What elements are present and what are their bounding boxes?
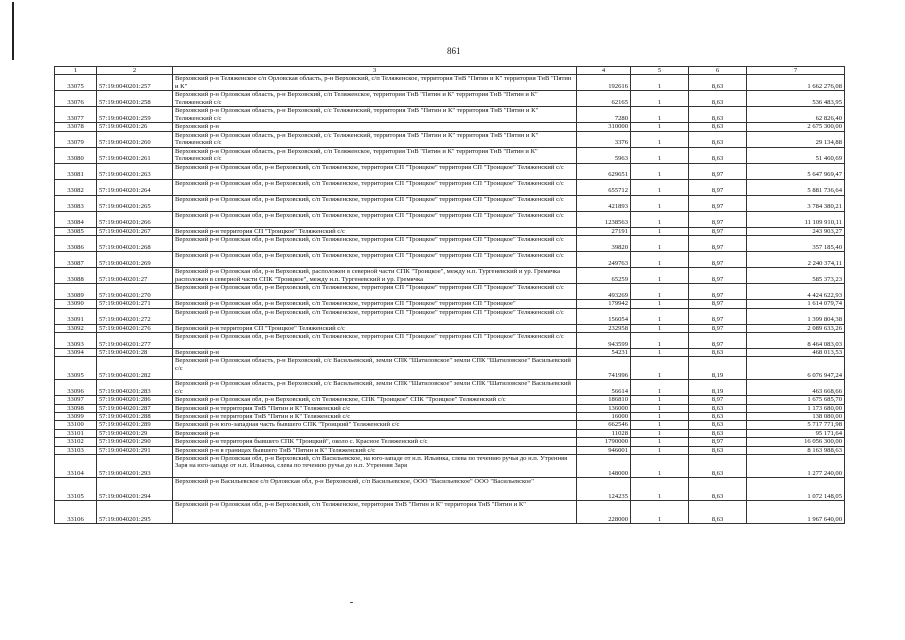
row-number-cell: 33084 bbox=[55, 211, 97, 227]
rate-cell: 8,19 bbox=[689, 380, 747, 396]
area-cell: 7280 bbox=[577, 107, 631, 123]
quantity-cell: 1 bbox=[631, 91, 689, 107]
table-row bbox=[55, 300, 845, 308]
rate-cell: 8,97 bbox=[689, 300, 747, 308]
rate-cell: 8,97 bbox=[689, 195, 747, 211]
row-number-cell: 33083 bbox=[55, 195, 97, 211]
cadastral-value-cell: 2 675 300,00 bbox=[747, 123, 845, 131]
row-number-cell: 33086 bbox=[55, 236, 97, 252]
rate-cell: 8,97 bbox=[689, 179, 747, 195]
area-cell: 655712 bbox=[577, 179, 631, 195]
quantity-cell: 1 bbox=[631, 380, 689, 396]
quantity-cell: 1 bbox=[631, 332, 689, 348]
cadastral-value-cell: 8 464 083,03 bbox=[747, 332, 845, 348]
cadastral-value-cell: 8 163 988,63 bbox=[747, 446, 845, 454]
quantity-cell: 1 bbox=[631, 300, 689, 308]
row-number-cell: 33099 bbox=[55, 413, 97, 421]
cadastral-value-cell: 2 089 633,26 bbox=[747, 324, 845, 332]
cadastral-number-cell: 57:19:0040201:276 bbox=[97, 324, 173, 332]
table-row bbox=[55, 147, 845, 163]
address-cell: Верховский р-н территория бывшего СПК "Троицкий", около с. Красное Теляженский с/с bbox=[173, 438, 577, 446]
rate-cell: 8,63 bbox=[689, 421, 747, 429]
row-number-cell: 33082 bbox=[55, 179, 97, 195]
cadastral-number-cell: 57:19:0040201:267 bbox=[97, 227, 173, 235]
row-number-cell: 33097 bbox=[55, 396, 97, 404]
row-number-cell: 33098 bbox=[55, 404, 97, 412]
area-cell: 946001 bbox=[577, 446, 631, 454]
area-cell: 943599 bbox=[577, 332, 631, 348]
cadastral-value-cell: 62 826,40 bbox=[747, 107, 845, 123]
cadastral-value-cell: 5 881 736,64 bbox=[747, 179, 845, 195]
address-cell: Верховский р-н Орловская обл, р-н Верховский, с/п Теляженское, территория СП "Троицкое" территория СП "Троицкое" Теляженский с/с bbox=[173, 179, 577, 195]
rate-cell: 8,19 bbox=[689, 357, 747, 380]
area-cell: 39820 bbox=[577, 236, 631, 252]
quantity-cell: 1 bbox=[631, 236, 689, 252]
area-cell: 662546 bbox=[577, 421, 631, 429]
table-row bbox=[55, 284, 845, 300]
quantity-cell: 1 bbox=[631, 324, 689, 332]
table-row bbox=[55, 396, 845, 404]
cadastral-number-cell: 57:19:0040201:259 bbox=[97, 107, 173, 123]
table-row bbox=[55, 163, 845, 179]
cadastral-value-table bbox=[54, 66, 845, 524]
cadastral-value-cell: 5 647 969,47 bbox=[747, 163, 845, 179]
quantity-cell: 1 bbox=[631, 147, 689, 163]
address-cell: Верховский р-н Орловская обл, р-н Верховский, с/п Теляженское, территория СП "Троицкое" территория СП "Троицкое" Теляженский с/с bbox=[173, 252, 577, 268]
cadastral-number-cell: 57:19:0040201:260 bbox=[97, 131, 173, 147]
area-cell: 249763 bbox=[577, 252, 631, 268]
row-number-cell: 33079 bbox=[55, 131, 97, 147]
table-row bbox=[55, 324, 845, 332]
table-row bbox=[55, 308, 845, 324]
col-header: 6 bbox=[689, 67, 747, 75]
address-cell: Верховский р-н Орловская обл, р-н Верховский, с/п Теляженское, территория СП "Троицкое" территория СП "Троицкое" Теляженский с/с bbox=[173, 211, 577, 227]
rate-cell: 8,63 bbox=[689, 429, 747, 437]
area-cell: 62165 bbox=[577, 91, 631, 107]
cadastral-value-cell: 468 013,53 bbox=[747, 348, 845, 356]
table-row bbox=[55, 107, 845, 123]
table-row bbox=[55, 477, 845, 500]
area-cell: 741996 bbox=[577, 357, 631, 380]
cadastral-value-cell: 16 056 300,00 bbox=[747, 438, 845, 446]
cadastral-value-cell: 1 967 640,00 bbox=[747, 500, 845, 523]
cadastral-number-cell: 57:19:0040201:282 bbox=[97, 357, 173, 380]
cadastral-value-cell: 1 072 148,05 bbox=[747, 477, 845, 500]
table-row bbox=[55, 454, 845, 477]
area-cell: 54231 bbox=[577, 348, 631, 356]
cadastral-number-cell: 57:19:0040201:270 bbox=[97, 284, 173, 300]
table-row bbox=[55, 195, 845, 211]
row-number-cell: 33106 bbox=[55, 500, 97, 523]
row-number-cell: 33104 bbox=[55, 454, 97, 477]
address-cell: Верховский р-н Орловская обл, р-н Верховский, с/п Теляженское, территория СП "Троицкое" территория СП "Троицкое" Теляженский с/с bbox=[173, 236, 577, 252]
address-cell: Верховский р-н Орловская обл, р-н Верховский, с/п Васильевское, на юго-западе от н.п. Ильинка, слева по течению ручья до н.п. Утренняя Заря на юго-западе от н.п. Ильинка, слева по течению ручья до н.п. Утренняя Заря bbox=[173, 454, 577, 477]
address-cell: Верховский р-н Орловская область, р-н Верховский, с/п Теляженское, территория ТнВ "Пятин и К" территория ТнВ "Пятин и К" Теляженский с/с bbox=[173, 91, 577, 107]
table-row bbox=[55, 91, 845, 107]
address-cell: Верховский р-н Орловская обл, р-н Верховский, с/п Теляженское, территория СП "Троицкое" территория СП "Троицкое" Теляженский с/с bbox=[173, 284, 577, 300]
cadastral-number-cell: 57:19:0040201:290 bbox=[97, 438, 173, 446]
row-number-cell: 33081 bbox=[55, 163, 97, 179]
quantity-cell: 1 bbox=[631, 477, 689, 500]
table-row bbox=[55, 179, 845, 195]
cadastral-value-cell: 29 134,88 bbox=[747, 131, 845, 147]
cadastral-value-cell: 51 460,69 bbox=[747, 147, 845, 163]
cadastral-value-cell: 1 399 804,38 bbox=[747, 308, 845, 324]
address-cell: Верховский р-н Теляженское с/п Орловская область, р-н Верховский, с/п Теляженское, территория ТнВ "Пятин и К" территория ТнВ "Пятин и К" bbox=[173, 75, 577, 91]
cadastral-number-cell: 57:19:0040201:269 bbox=[97, 252, 173, 268]
cadastral-value-cell: 585 373,23 bbox=[747, 268, 845, 284]
cadastral-number-cell: 57:19:0040201:268 bbox=[97, 236, 173, 252]
cadastral-number-cell: 57:19:0040201:277 bbox=[97, 332, 173, 348]
row-number-cell: 33094 bbox=[55, 348, 97, 356]
column-number-row bbox=[55, 67, 845, 75]
address-cell: Верховский р-н территория СП "Троицкое" Теляженский с/с bbox=[173, 227, 577, 235]
address-cell: Верховский р-н Орловская обл, р-н Верховский, с/п Теляженское, территория СП "Троицкое" территория СП "Троицкое" bbox=[173, 300, 577, 308]
address-cell: Верховский р-н bbox=[173, 123, 577, 131]
cadastral-number-cell: 57:19:0040201:295 bbox=[97, 500, 173, 523]
rate-cell: 8,63 bbox=[689, 404, 747, 412]
cadastral-number-cell: 57:19:0040201:287 bbox=[97, 404, 173, 412]
row-number-cell: 33087 bbox=[55, 252, 97, 268]
col-header: 1 bbox=[55, 67, 97, 75]
quantity-cell: 1 bbox=[631, 454, 689, 477]
row-number-cell: 33091 bbox=[55, 308, 97, 324]
quantity-cell: 1 bbox=[631, 179, 689, 195]
rate-cell: 8,63 bbox=[689, 413, 747, 421]
cadastral-value-cell: 5 717 771,98 bbox=[747, 421, 845, 429]
rate-cell: 8,97 bbox=[689, 332, 747, 348]
quantity-cell: 1 bbox=[631, 252, 689, 268]
area-cell: 232958 bbox=[577, 324, 631, 332]
table-row bbox=[55, 380, 845, 396]
cadastral-number-cell: 57:19:0040201:263 bbox=[97, 163, 173, 179]
rate-cell: 8,97 bbox=[689, 227, 747, 235]
area-cell: 5963 bbox=[577, 147, 631, 163]
quantity-cell: 1 bbox=[631, 284, 689, 300]
rate-cell: 8,63 bbox=[689, 454, 747, 477]
quantity-cell: 1 bbox=[631, 163, 689, 179]
page-number: 861 bbox=[447, 46, 461, 56]
area-cell: 192616 bbox=[577, 75, 631, 91]
row-number-cell: 33096 bbox=[55, 380, 97, 396]
col-header: 4 bbox=[577, 67, 631, 75]
cadastral-value-cell: 1 662 276,08 bbox=[747, 75, 845, 91]
area-cell: 124235 bbox=[577, 477, 631, 500]
cadastral-number-cell: 57:19:0040201:283 bbox=[97, 380, 173, 396]
address-cell: Верховский р-н Орловская обл, р-н Верховский, с/п Теляженское, СПК "Троицкое" СПК "Троицкое" Теляженский с/с bbox=[173, 396, 577, 404]
rate-cell: 8,97 bbox=[689, 268, 747, 284]
table-row bbox=[55, 332, 845, 348]
table-row bbox=[55, 252, 845, 268]
quantity-cell: 1 bbox=[631, 396, 689, 404]
rate-cell: 8,63 bbox=[689, 75, 747, 91]
rate-cell: 8,63 bbox=[689, 446, 747, 454]
cadastral-number-cell: 57:19:0040201:28 bbox=[97, 348, 173, 356]
cadastral-value-cell: 11 109 910,11 bbox=[747, 211, 845, 227]
address-cell: Верховский р-н территория ТнВ "Пятин и К" Теляженский с/с bbox=[173, 413, 577, 421]
row-number-cell: 33093 bbox=[55, 332, 97, 348]
area-cell: 1238563 bbox=[577, 211, 631, 227]
area-cell: 493269 bbox=[577, 284, 631, 300]
cadastral-value-cell: 138 080,00 bbox=[747, 413, 845, 421]
row-number-cell: 33080 bbox=[55, 147, 97, 163]
table-row bbox=[55, 413, 845, 421]
quantity-cell: 1 bbox=[631, 421, 689, 429]
col-header: 3 bbox=[173, 67, 577, 75]
table-row bbox=[55, 236, 845, 252]
cadastral-value-cell: 1 614 079,74 bbox=[747, 300, 845, 308]
quantity-cell: 1 bbox=[631, 211, 689, 227]
cadastral-number-cell: 57:19:0040201:29 bbox=[97, 429, 173, 437]
row-number-cell: 33092 bbox=[55, 324, 97, 332]
cadastral-value-cell: 243 903,27 bbox=[747, 227, 845, 235]
address-cell: Верховский р-н территория ТнВ "Пятин и К" Теляженский с/с bbox=[173, 404, 577, 412]
rate-cell: 8,63 bbox=[689, 477, 747, 500]
area-cell: 179942 bbox=[577, 300, 631, 308]
address-cell: Верховский р-н Васильевское с/п Орловская обл, р-н Верховский, с/п Васильевское, ООО "Васильевское" ООО "Васильевское" bbox=[173, 477, 577, 500]
row-number-cell: 33105 bbox=[55, 477, 97, 500]
quantity-cell: 1 bbox=[631, 357, 689, 380]
address-cell: Верховский р-н Орловская область, р-н Верховский, с/с Теляженский, территория ТнВ "Пятин и К" территория ТнВ "Пятин и К" Теляженский с/с bbox=[173, 131, 577, 147]
area-cell: 186810 bbox=[577, 396, 631, 404]
area-cell: 3376 bbox=[577, 131, 631, 147]
table-row bbox=[55, 404, 845, 412]
address-cell: Верховский р-н юго-западная часть бывшего СПК "Троицкий" Теляженский с/с bbox=[173, 421, 577, 429]
table-row bbox=[55, 123, 845, 131]
cadastral-number-cell: 57:19:0040201:288 bbox=[97, 413, 173, 421]
address-cell: Верховский р-н Орловская обл, р-н Верховский, с/п Теляженское, территория СП "Троицкое" территория СП "Троицкое" Теляженский с/с bbox=[173, 308, 577, 324]
area-cell: 629651 bbox=[577, 163, 631, 179]
table-row bbox=[55, 227, 845, 235]
row-number-cell: 33076 bbox=[55, 91, 97, 107]
quantity-cell: 1 bbox=[631, 404, 689, 412]
rate-cell: 8,97 bbox=[689, 438, 747, 446]
table-row bbox=[55, 429, 845, 437]
row-number-cell: 33078 bbox=[55, 123, 97, 131]
cadastral-number-cell: 57:19:0040201:257 bbox=[97, 75, 173, 91]
rate-cell: 8,97 bbox=[689, 236, 747, 252]
quantity-cell: 1 bbox=[631, 308, 689, 324]
rate-cell: 8,63 bbox=[689, 131, 747, 147]
cadastral-value-cell: 6 076 947,24 bbox=[747, 357, 845, 380]
quantity-cell: 1 bbox=[631, 227, 689, 235]
area-cell: 310000 bbox=[577, 123, 631, 131]
address-cell: Верховский р-н Орловская обл, р-н Верховский, расположен в северной части СПК "Троицкое", между н.п. Тургеневский и ур. Гремячка расположен в северной части СПК "Троицкое", между н.п. Тургеневский и ур. Гремячка bbox=[173, 268, 577, 284]
scan-edge-mark bbox=[12, 2, 14, 60]
cadastral-value-cell: 4 424 622,93 bbox=[747, 284, 845, 300]
area-cell: 65259 bbox=[577, 268, 631, 284]
quantity-cell: 1 bbox=[631, 438, 689, 446]
cadastral-value-cell: 1 277 240,00 bbox=[747, 454, 845, 477]
quantity-cell: 1 bbox=[631, 107, 689, 123]
quantity-cell: 1 bbox=[631, 123, 689, 131]
quantity-cell: 1 bbox=[631, 195, 689, 211]
address-cell: Верховский р-н bbox=[173, 348, 577, 356]
area-cell: 27191 bbox=[577, 227, 631, 235]
cadastral-number-cell: 57:19:0040201:265 bbox=[97, 195, 173, 211]
cadastral-value-cell: 1 173 680,00 bbox=[747, 404, 845, 412]
cadastral-number-cell: 57:19:0040201:261 bbox=[97, 147, 173, 163]
address-cell: Верховский р-н Орловская область, р-н Верховский, с/п Теляженское, территория ТнВ "Пятин и К" территория ТнВ "Пятин и К" Теляженский с/с bbox=[173, 147, 577, 163]
cadastral-value-cell: 357 185,40 bbox=[747, 236, 845, 252]
quantity-cell: 1 bbox=[631, 75, 689, 91]
rate-cell: 8,97 bbox=[689, 324, 747, 332]
area-cell: 1790000 bbox=[577, 438, 631, 446]
row-number-cell: 33095 bbox=[55, 357, 97, 380]
table-row bbox=[55, 500, 845, 523]
address-cell: Верховский р-н Орловская обл, р-н Верховский, с/п Теляженское, территория СП "Троицкое" территория СП "Троицкое" Теляженский с/с bbox=[173, 195, 577, 211]
table-row bbox=[55, 438, 845, 446]
cadastral-number-cell: 57:19:0040201:271 bbox=[97, 300, 173, 308]
area-cell: 11028 bbox=[577, 429, 631, 437]
cadastral-number-cell: 57:19:0040201:264 bbox=[97, 179, 173, 195]
quantity-cell: 1 bbox=[631, 446, 689, 454]
address-cell: Верховский р-н Орловская обл, р-н Верховский, с/п Теляженское, территория СП "Троицкое" территория СП "Троицкое" Теляженский с/с bbox=[173, 163, 577, 179]
address-cell: Верховский р-н Орловская обл, р-н Верховский, с/п Теляженское, территория СП "Троицкое" территория СП "Троицкое" Теляженский с/с bbox=[173, 332, 577, 348]
area-cell: 16000 bbox=[577, 413, 631, 421]
quantity-cell: 1 bbox=[631, 348, 689, 356]
address-cell: Верховский р-н bbox=[173, 429, 577, 437]
cadastral-value-cell: 3 784 380,21 bbox=[747, 195, 845, 211]
row-number-cell: 33101 bbox=[55, 429, 97, 437]
row-number-cell: 33085 bbox=[55, 227, 97, 235]
col-header: 2 bbox=[97, 67, 173, 75]
rate-cell: 8,63 bbox=[689, 147, 747, 163]
table-row bbox=[55, 421, 845, 429]
cadastral-number-cell: 57:19:0040201:291 bbox=[97, 446, 173, 454]
table-row bbox=[55, 348, 845, 356]
area-cell: 421893 bbox=[577, 195, 631, 211]
cadastral-value-cell: 2 240 374,11 bbox=[747, 252, 845, 268]
cadastral-number-cell: 57:19:0040201:272 bbox=[97, 308, 173, 324]
row-number-cell: 33103 bbox=[55, 446, 97, 454]
area-cell: 156054 bbox=[577, 308, 631, 324]
scan-dot bbox=[350, 602, 353, 603]
cadastral-value-cell: 95 171,64 bbox=[747, 429, 845, 437]
table-row bbox=[55, 131, 845, 147]
area-cell: 228000 bbox=[577, 500, 631, 523]
cadastral-number-cell: 57:19:0040201:289 bbox=[97, 421, 173, 429]
table-row bbox=[55, 75, 845, 91]
rate-cell: 8,97 bbox=[689, 211, 747, 227]
cadastral-value-cell: 463 668,66 bbox=[747, 380, 845, 396]
cadastral-value-cell: 536 483,95 bbox=[747, 91, 845, 107]
rate-cell: 8,63 bbox=[689, 500, 747, 523]
cadastral-number-cell: 57:19:0040201:293 bbox=[97, 454, 173, 477]
quantity-cell: 1 bbox=[631, 413, 689, 421]
rate-cell: 8,97 bbox=[689, 163, 747, 179]
quantity-cell: 1 bbox=[631, 131, 689, 147]
cadastral-number-cell: 57:19:0040201:258 bbox=[97, 91, 173, 107]
quantity-cell: 1 bbox=[631, 500, 689, 523]
rate-cell: 8,63 bbox=[689, 91, 747, 107]
address-cell: Верховский р-н Орловская область, р-н Верховский, с/с Теляженский, территория ТнВ "Пятин и К" территория ТнВ "Пятин и К" Теляженский с/с bbox=[173, 107, 577, 123]
rate-cell: 8,63 bbox=[689, 107, 747, 123]
address-cell: Верховский р-н Орловская область, р-н Верховский, с/с Васильевский, земли СПК "Шатиловское" земли СПК "Шатиловское" Васильевский с/с bbox=[173, 380, 577, 396]
row-number-cell: 33100 bbox=[55, 421, 97, 429]
cadastral-value-cell: 1 675 685,70 bbox=[747, 396, 845, 404]
area-cell: 136000 bbox=[577, 404, 631, 412]
rate-cell: 8,97 bbox=[689, 252, 747, 268]
col-header: 5 bbox=[631, 67, 689, 75]
table-row bbox=[55, 211, 845, 227]
table-row bbox=[55, 446, 845, 454]
rate-cell: 8,97 bbox=[689, 396, 747, 404]
cadastral-number-cell: 57:19:0040201:266 bbox=[97, 211, 173, 227]
row-number-cell: 33077 bbox=[55, 107, 97, 123]
table-row bbox=[55, 268, 845, 284]
row-number-cell: 33089 bbox=[55, 284, 97, 300]
rate-cell: 8,63 bbox=[689, 123, 747, 131]
address-cell: Верховский р-н в границах бывшего ТнВ "Пятин и К" Теляженский с/с bbox=[173, 446, 577, 454]
rate-cell: 8,97 bbox=[689, 284, 747, 300]
rate-cell: 8,63 bbox=[689, 348, 747, 356]
row-number-cell: 33090 bbox=[55, 300, 97, 308]
quantity-cell: 1 bbox=[631, 429, 689, 437]
cadastral-number-cell: 57:19:0040201:26 bbox=[97, 123, 173, 131]
row-number-cell: 33075 bbox=[55, 75, 97, 91]
row-number-cell: 33088 bbox=[55, 268, 97, 284]
table-row bbox=[55, 357, 845, 380]
cadastral-number-cell: 57:19:0040201:294 bbox=[97, 477, 173, 500]
col-header: 7 bbox=[747, 67, 845, 75]
area-cell: 56614 bbox=[577, 380, 631, 396]
address-cell: Верховский р-н территория СП "Троицкое" Теляженский с/с bbox=[173, 324, 577, 332]
quantity-cell: 1 bbox=[631, 268, 689, 284]
cadastral-number-cell: 57:19:0040201:286 bbox=[97, 396, 173, 404]
rate-cell: 8,97 bbox=[689, 308, 747, 324]
row-number-cell: 33102 bbox=[55, 438, 97, 446]
cadastral-number-cell: 57:19:0040201:27 bbox=[97, 268, 173, 284]
address-cell: Верховский р-н Орловская обл, р-н Верховский, с/п Теляженское, территория ТнВ "Пятин и К" территория ТнВ "Пятин и К" bbox=[173, 500, 577, 523]
area-cell: 148000 bbox=[577, 454, 631, 477]
address-cell: Верховский р-н Орловская область, р-н Верховский, с/с Васильевский, земли СПК "Шатиловское" земли СПК "Шатиловское" Васильевский с/с bbox=[173, 357, 577, 380]
